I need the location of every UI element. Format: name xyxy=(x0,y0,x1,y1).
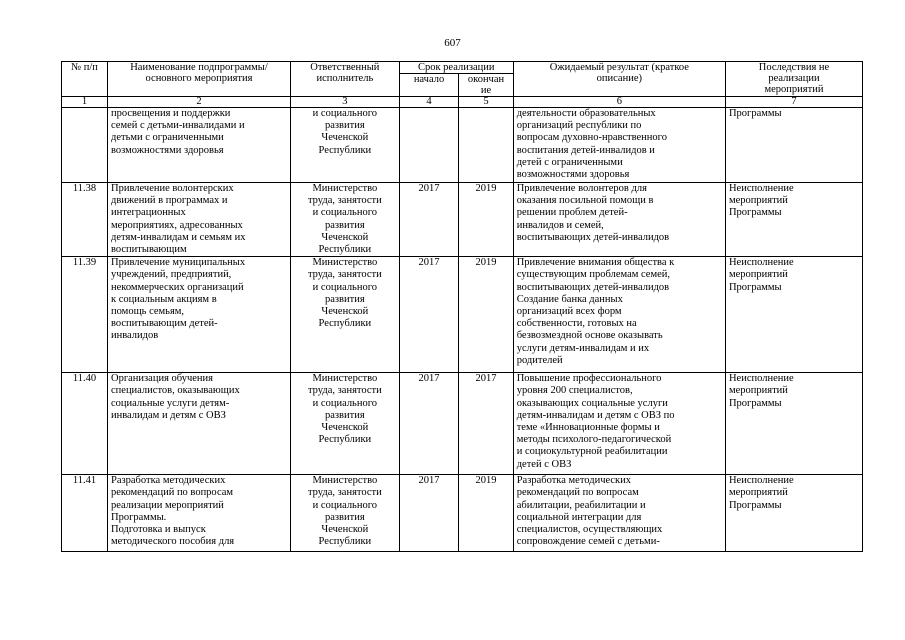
responsible-executor: Министерство труда, занятости и социального развития Чеченской Республики xyxy=(290,257,399,373)
column-index: 5 xyxy=(459,97,513,108)
program-activities-table xyxy=(61,61,863,552)
row-number xyxy=(62,108,108,183)
row-number: 11.40 xyxy=(62,373,108,475)
end-year xyxy=(459,108,513,183)
table-row xyxy=(62,373,863,475)
start-year xyxy=(399,108,459,183)
consequences: Программы xyxy=(725,108,862,183)
header-consequences: Последствия не реализации мероприятий xyxy=(725,62,862,97)
end-year: 2019 xyxy=(459,183,513,257)
activity-name: Организация обучения специалистов, оказывающих социальные услуги детям- инвалидам и детям с ОВЗ xyxy=(108,373,291,475)
end-year: 2017 xyxy=(459,373,513,475)
expected-result: Привлечение внимания общества к существующим проблемам семей, воспитывающих детей-инвалидов Создание банка данных организаций всех форм собственности, готовых на безвозмездной основе оказывать услуги детям-инвалидам и их родителей xyxy=(513,257,725,373)
row-number: 11.38 xyxy=(62,183,108,257)
start-year: 2017 xyxy=(399,373,459,475)
expected-result: Привлечение волонтеров для оказания посильной помощи в решении проблем детей- инвалидов и семей, воспитывающих детей-инвалидов xyxy=(513,183,725,257)
activity-name: Привлечение волонтерских движений в программах и интеграционных мероприятиях, адресованных детям-инвалидам и семьям их воспитывающим xyxy=(108,183,291,257)
expected-result: деятельности образовательных организаций республики по вопросам духовно-нравственного воспитания детей-инвалидов и детей с ограниченными возможностями здоровья xyxy=(513,108,725,183)
column-index: 2 xyxy=(108,97,291,108)
row-number: 11.39 xyxy=(62,257,108,373)
page-number: 607 xyxy=(444,37,461,49)
header-result: Ожидаемый результат (краткое описание) xyxy=(513,62,725,97)
header-period: Срок реализации xyxy=(399,62,513,74)
table-row xyxy=(62,183,863,257)
start-year: 2017 xyxy=(399,475,459,552)
row-number: 11.41 xyxy=(62,475,108,552)
responsible-executor: Министерство труда, занятости и социального развития Чеченской Республики xyxy=(290,475,399,552)
column-index: 4 xyxy=(399,97,459,108)
end-year: 2019 xyxy=(459,257,513,373)
responsible-executor: Министерство труда, занятости и социального развития Чеченской Республики xyxy=(290,373,399,475)
start-year: 2017 xyxy=(399,183,459,257)
header-executor: Ответственный исполнитель xyxy=(290,62,399,97)
column-index: 7 xyxy=(725,97,862,108)
column-index: 6 xyxy=(513,97,725,108)
column-index: 3 xyxy=(290,97,399,108)
activity-name: Привлечение муниципальных учреждений, предприятий, некоммерческих организаций к социальным акциям в помощь семьям, воспитывающим детей- инвалидов xyxy=(108,257,291,373)
header-end: окончан ие xyxy=(459,74,513,97)
activity-name: Разработка методических рекомендаций по вопросам реализации мероприятий Программы. Подготовка и выпуск методического пособия для xyxy=(108,475,291,552)
end-year: 2019 xyxy=(459,475,513,552)
consequences: Неисполнение мероприятий Программы xyxy=(725,373,862,475)
start-year: 2017 xyxy=(399,257,459,373)
consequences: Неисполнение мероприятий Программы xyxy=(725,183,862,257)
header-num: № п/п xyxy=(62,62,108,97)
expected-result: Повышение профессионального уровня 200 специалистов, оказывающих социальные услуги детям-инвалидам и детям с ОВЗ по теме «Инновационные формы и методы психолого-педагогической и социокультурной реабилитации детей с ОВЗ xyxy=(513,373,725,475)
header-start: начало xyxy=(399,74,459,97)
consequences: Неисполнение мероприятий Программы xyxy=(725,475,862,552)
expected-result: Разработка методических рекомендаций по вопросам абилитации, реабилитации и социальной интеграции для специалистов, осуществляющих сопровождение семей с детьми- xyxy=(513,475,725,552)
table-row xyxy=(62,108,863,183)
responsible-executor: Министерство труда, занятости и социального развития Чеченской Республики xyxy=(290,183,399,257)
table-row xyxy=(62,257,863,373)
consequences: Неисполнение мероприятий Программы xyxy=(725,257,862,373)
table-row xyxy=(62,475,863,552)
column-index: 1 xyxy=(62,97,108,108)
header-name: Наименование подпрограммы/ основного мероприятия xyxy=(108,62,291,97)
responsible-executor: и социального развития Чеченской Республики xyxy=(290,108,399,183)
activity-name: просвещения и поддержки семей с детьми-инвалидами и детьми с ограниченными возможностями здоровья xyxy=(108,108,291,183)
